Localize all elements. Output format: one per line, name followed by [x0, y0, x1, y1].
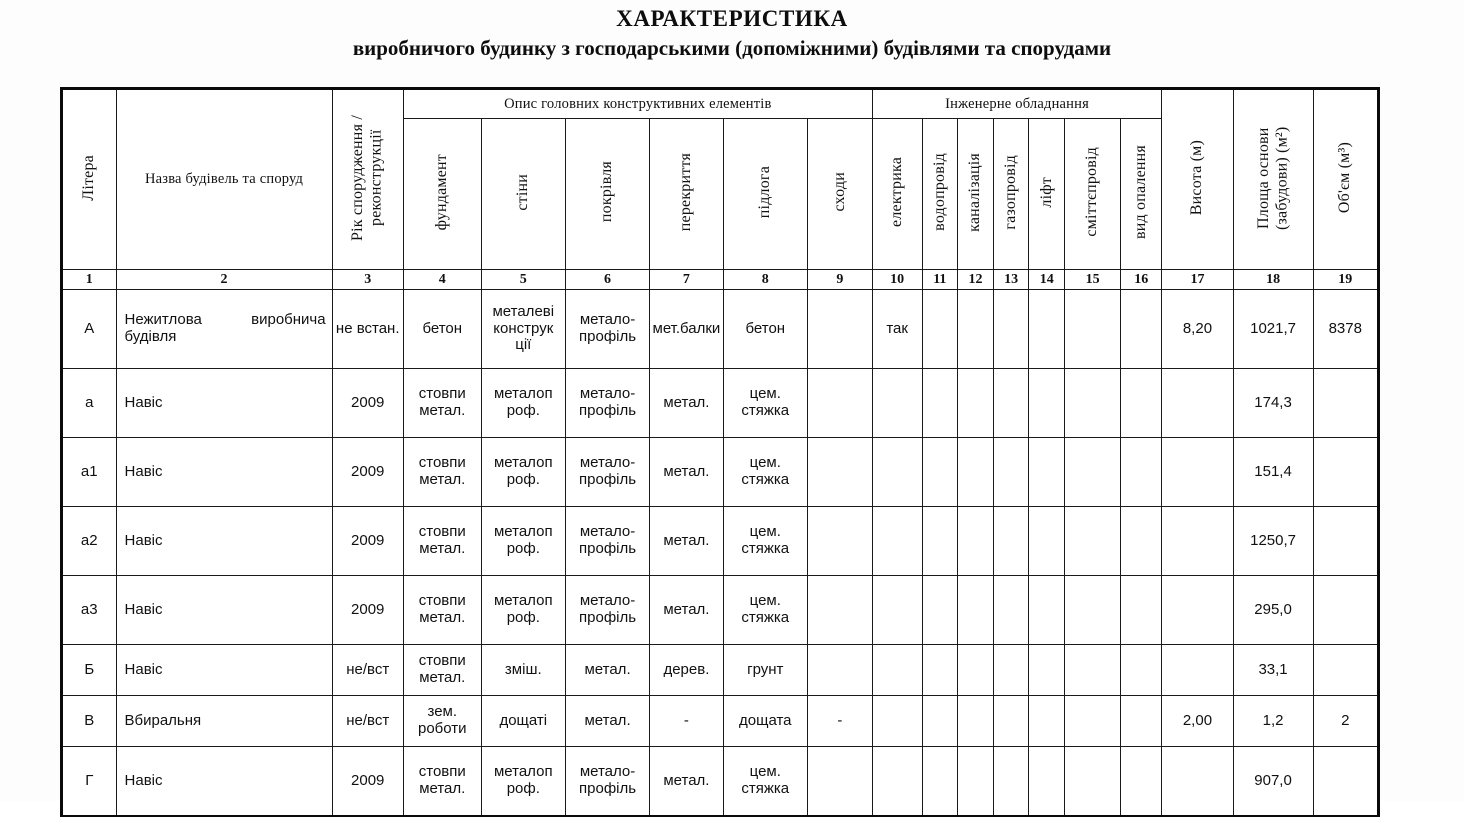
cell-foundation: стовпи метал. — [403, 507, 481, 576]
cell-foundation: стовпи метал. — [403, 645, 481, 696]
cell-elevator — [1029, 438, 1065, 507]
col-header-height — [1162, 89, 1233, 270]
col-header-volume — [1313, 89, 1378, 270]
cell-heating-type — [1121, 696, 1162, 747]
cell-heating-type — [1121, 645, 1162, 696]
cell-gas — [993, 747, 1029, 817]
cell-electricity — [872, 438, 922, 507]
cell-stairs — [807, 369, 872, 438]
col-header-foundation — [403, 119, 481, 270]
cell-height: 8,20 — [1162, 290, 1233, 369]
cell-floor: цем. стяжка — [723, 576, 807, 645]
cell-roof: метало-профіль — [565, 290, 649, 369]
table-row — [62, 507, 1378, 576]
cell-electricity — [872, 369, 922, 438]
cell-volume: 2 — [1313, 696, 1378, 747]
cell-floor: дощата — [723, 696, 807, 747]
cell-heating-type — [1121, 747, 1162, 817]
cell-water — [922, 747, 958, 817]
col-header-walls-label: стіни — [514, 173, 532, 211]
cell-water — [922, 290, 958, 369]
table-row — [62, 696, 1378, 747]
cell-electricity — [872, 576, 922, 645]
col-header-volume-label: Об'єм (м³) — [1336, 141, 1354, 214]
cell-walls: дощаті — [481, 696, 565, 747]
col-header-sewage — [958, 119, 994, 270]
col-header-roof — [565, 119, 649, 270]
col-header-electricity — [872, 119, 922, 270]
cell-heating-type — [1121, 369, 1162, 438]
cell-floor: грунт — [723, 645, 807, 696]
cell-walls: металоп роф. — [481, 369, 565, 438]
cell-stairs — [807, 747, 872, 817]
col-number-13: 13 — [993, 270, 1029, 290]
cell-base-area: 1,2 — [1233, 696, 1313, 747]
cell-base-area: 907,0 — [1233, 747, 1313, 817]
table-row — [62, 576, 1378, 645]
cell-name: Навіс — [116, 747, 332, 817]
cell-name: Навіс — [116, 507, 332, 576]
col-header-garbage-chute — [1065, 119, 1121, 270]
col-number-5: 5 — [481, 270, 565, 290]
table-row — [62, 438, 1378, 507]
col-header-foundation-label: фундамент — [433, 153, 451, 231]
cell-gas — [993, 576, 1029, 645]
col-header-year — [332, 89, 403, 270]
document-title: ХАРАКТЕРИСТИКА — [616, 6, 848, 31]
cell-electricity: так — [872, 290, 922, 369]
cell-electricity — [872, 696, 922, 747]
cell-base-area: 295,0 — [1233, 576, 1313, 645]
cell-name: Навіс — [116, 369, 332, 438]
cell-base-area: 33,1 — [1233, 645, 1313, 696]
cell-garbage-chute — [1065, 576, 1121, 645]
cell-garbage-chute — [1065, 645, 1121, 696]
col-number-11: 11 — [922, 270, 958, 290]
cell-roof: метало-профіль — [565, 507, 649, 576]
col-header-stairs — [807, 119, 872, 270]
cell-base-area: 174,3 — [1233, 369, 1313, 438]
cell-foundation: стовпи метал. — [403, 747, 481, 817]
cell-stairs — [807, 507, 872, 576]
col-number-19: 19 — [1313, 270, 1378, 290]
cell-sewage — [958, 747, 994, 817]
col-number-8: 8 — [723, 270, 807, 290]
col-header-walls — [481, 119, 565, 270]
cell-floor: цем. стяжка — [723, 747, 807, 817]
cell-elevator — [1029, 507, 1065, 576]
col-header-letter-label: Літера — [80, 154, 98, 201]
document-subtitle: виробничого будинку з господарськими (допоміжними) будівлями та спорудами — [352, 36, 1112, 60]
col-header-height-label: Висота (м) — [1188, 139, 1206, 216]
cell-height — [1162, 576, 1233, 645]
col-header-roof-label: покрівля — [598, 161, 616, 223]
cell-floor: цем. стяжка — [723, 438, 807, 507]
cell-roof: метало-профіль — [565, 369, 649, 438]
cell-name: Нежитлова виробнича будівля — [116, 290, 332, 369]
col-header-stairs-label: сходи — [830, 172, 848, 212]
cell-year: 2009 — [332, 507, 403, 576]
cell-gas — [993, 696, 1029, 747]
cell-letter: Б — [62, 645, 116, 696]
col-header-floor-label: підлога — [756, 165, 774, 219]
cell-water — [922, 645, 958, 696]
col-number-1: 1 — [62, 270, 116, 290]
col-header-elevator-label: ліфт — [1037, 176, 1055, 208]
col-header-heating-type-label: вид опалення — [1132, 144, 1150, 240]
col-header-floor — [723, 119, 807, 270]
table-row — [62, 645, 1378, 696]
cell-height — [1162, 645, 1233, 696]
col-number-2: 2 — [116, 270, 332, 290]
header-row-groups — [62, 89, 1378, 119]
cell-roof: метало-профіль — [565, 576, 649, 645]
cell-volume — [1313, 369, 1378, 438]
cell-gas — [993, 369, 1029, 438]
cell-sewage — [958, 369, 994, 438]
col-header-year-label: Рік спорудження / реконструкції — [349, 114, 385, 241]
table-row — [62, 747, 1378, 817]
cell-garbage-chute — [1065, 438, 1121, 507]
cell-volume — [1313, 576, 1378, 645]
cell-roof: метало-профіль — [565, 438, 649, 507]
col-number-10: 10 — [872, 270, 922, 290]
group-header-structural-elements: Опис головних конструктивних елементів — [403, 89, 872, 119]
cell-stairs — [807, 290, 872, 369]
cell-volume — [1313, 507, 1378, 576]
cell-elevator — [1029, 645, 1065, 696]
cell-foundation: стовпи метал. — [403, 438, 481, 507]
cell-walls: металоп роф. — [481, 507, 565, 576]
cell-stairs — [807, 645, 872, 696]
col-header-elevator — [1029, 119, 1065, 270]
cell-volume: 8378 — [1313, 290, 1378, 369]
cell-letter: а2 — [62, 507, 116, 576]
col-header-ceiling — [650, 119, 723, 270]
col-header-letter — [62, 89, 116, 270]
group-header-engineering-equipment: Інженерне обладнання — [872, 89, 1161, 119]
cell-foundation: зем. роботи — [403, 696, 481, 747]
document-title-block — [0, 0, 1464, 61]
cell-garbage-chute — [1065, 369, 1121, 438]
col-number-7: 7 — [650, 270, 723, 290]
cell-foundation: стовпи метал. — [403, 576, 481, 645]
cell-walls: металоп роф. — [481, 438, 565, 507]
col-header-water-supply-label: водопровід — [930, 153, 948, 231]
col-number-14: 14 — [1029, 270, 1065, 290]
cell-water — [922, 369, 958, 438]
cell-roof: метал. — [565, 645, 649, 696]
col-number-12: 12 — [958, 270, 994, 290]
col-number-4: 4 — [403, 270, 481, 290]
cell-year: 2009 — [332, 576, 403, 645]
cell-sewage — [958, 438, 994, 507]
characteristics-table — [61, 88, 1379, 817]
characteristics-table-wrapper — [61, 88, 1379, 817]
cell-ceiling: - — [650, 696, 723, 747]
cell-letter: А — [62, 290, 116, 369]
col-header-base-area-label: Площа основи (забудови) (м²) — [1254, 125, 1291, 230]
cell-letter: а1 — [62, 438, 116, 507]
cell-ceiling: мет.балки — [650, 290, 723, 369]
cell-walls: металеві конструк ції — [481, 290, 565, 369]
cell-floor: цем. стяжка — [723, 369, 807, 438]
col-number-17: 17 — [1162, 270, 1233, 290]
cell-gas — [993, 507, 1029, 576]
cell-roof: метал. — [565, 696, 649, 747]
cell-gas — [993, 438, 1029, 507]
cell-floor: бетон — [723, 290, 807, 369]
cell-year: не/вст — [332, 645, 403, 696]
cell-garbage-chute — [1065, 290, 1121, 369]
cell-sewage — [958, 696, 994, 747]
cell-water — [922, 438, 958, 507]
col-number-6: 6 — [565, 270, 649, 290]
cell-name: Навіс — [116, 576, 332, 645]
cell-gas — [993, 290, 1029, 369]
cell-base-area: 151,4 — [1233, 438, 1313, 507]
cell-elevator — [1029, 747, 1065, 817]
table-head — [62, 89, 1378, 290]
cell-electricity — [872, 747, 922, 817]
cell-garbage-chute — [1065, 507, 1121, 576]
table-body — [62, 290, 1378, 817]
col-number-18: 18 — [1233, 270, 1313, 290]
col-header-gas-supply — [993, 119, 1029, 270]
cell-height — [1162, 747, 1233, 817]
cell-heating-type — [1121, 507, 1162, 576]
col-number-16: 16 — [1121, 270, 1162, 290]
cell-sewage — [958, 290, 994, 369]
col-header-water-supply — [922, 119, 958, 270]
cell-letter: а — [62, 369, 116, 438]
cell-garbage-chute — [1065, 747, 1121, 817]
col-header-name: Назва будівель та споруд — [116, 89, 332, 270]
cell-ceiling: дерев. — [650, 645, 723, 696]
cell-sewage — [958, 576, 994, 645]
cell-elevator — [1029, 696, 1065, 747]
cell-volume — [1313, 438, 1378, 507]
cell-name: Навіс — [116, 438, 332, 507]
cell-elevator — [1029, 576, 1065, 645]
cell-walls: зміш. — [481, 645, 565, 696]
cell-walls: металоп роф. — [481, 576, 565, 645]
cell-year: 2009 — [332, 747, 403, 817]
cell-height — [1162, 369, 1233, 438]
col-header-gas-supply-label: газопровід — [1001, 154, 1019, 230]
cell-ceiling: метал. — [650, 438, 723, 507]
cell-sewage — [958, 507, 994, 576]
cell-heating-type — [1121, 290, 1162, 369]
col-header-electricity-label: електрика — [887, 157, 905, 227]
cell-sewage — [958, 645, 994, 696]
cell-heating-type — [1121, 576, 1162, 645]
col-header-ceiling-label: перекриття — [677, 152, 695, 232]
cell-year: не встан. — [332, 290, 403, 369]
cell-letter: Г — [62, 747, 116, 817]
cell-name: Вбиральня — [116, 696, 332, 747]
cell-stairs — [807, 438, 872, 507]
cell-letter: В — [62, 696, 116, 747]
cell-ceiling: метал. — [650, 747, 723, 817]
col-number-15: 15 — [1065, 270, 1121, 290]
cell-elevator — [1029, 369, 1065, 438]
col-header-heating-type — [1121, 119, 1162, 270]
cell-year: 2009 — [332, 369, 403, 438]
cell-ceiling: метал. — [650, 369, 723, 438]
cell-year: 2009 — [332, 438, 403, 507]
table-row — [62, 369, 1378, 438]
cell-volume — [1313, 747, 1378, 817]
table-row — [62, 290, 1378, 369]
col-header-garbage-chute-label: сміттєпровід — [1083, 147, 1101, 237]
cell-water — [922, 576, 958, 645]
col-header-base-area — [1233, 89, 1313, 270]
cell-electricity — [872, 507, 922, 576]
cell-height — [1162, 507, 1233, 576]
cell-ceiling: метал. — [650, 576, 723, 645]
cell-electricity — [872, 645, 922, 696]
cell-roof: метало-профіль — [565, 747, 649, 817]
cell-name: Навіс — [116, 645, 332, 696]
cell-garbage-chute — [1065, 696, 1121, 747]
cell-gas — [993, 645, 1029, 696]
cell-stairs — [807, 576, 872, 645]
col-header-sewage-label: каналізація — [966, 152, 984, 232]
col-number-3: 3 — [332, 270, 403, 290]
cell-base-area: 1250,7 — [1233, 507, 1313, 576]
cell-height — [1162, 438, 1233, 507]
cell-walls: металоп роф. — [481, 747, 565, 817]
cell-floor: цем. стяжка — [723, 507, 807, 576]
col-number-9: 9 — [807, 270, 872, 290]
cell-year: не/вст — [332, 696, 403, 747]
column-number-row — [62, 270, 1378, 290]
cell-heating-type — [1121, 438, 1162, 507]
cell-stairs: - — [807, 696, 872, 747]
cell-volume — [1313, 645, 1378, 696]
cell-water — [922, 507, 958, 576]
cell-height: 2,00 — [1162, 696, 1233, 747]
cell-ceiling: метал. — [650, 507, 723, 576]
cell-foundation: бетон — [403, 290, 481, 369]
cell-letter: а3 — [62, 576, 116, 645]
cell-base-area: 1021,7 — [1233, 290, 1313, 369]
cell-water — [922, 696, 958, 747]
cell-elevator — [1029, 290, 1065, 369]
cell-foundation: стовпи метал. — [403, 369, 481, 438]
